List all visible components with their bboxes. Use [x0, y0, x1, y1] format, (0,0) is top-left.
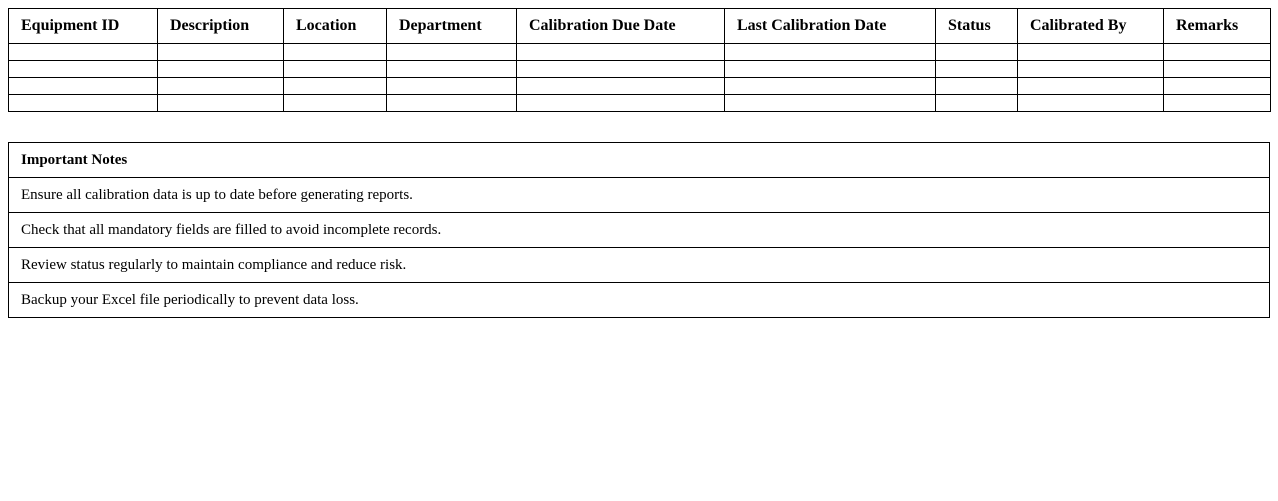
table-cell[interactable] [1164, 61, 1271, 78]
column-header-description: Description [158, 9, 284, 44]
table-cell[interactable] [158, 44, 284, 61]
calibration-table [8, 8, 1271, 112]
table-cell[interactable] [1018, 78, 1164, 95]
table-row [9, 61, 1271, 78]
table-cell[interactable] [725, 78, 936, 95]
table-cell[interactable] [517, 44, 725, 61]
note-row [9, 213, 1270, 248]
note-row [9, 178, 1270, 213]
table-cell[interactable] [158, 61, 284, 78]
column-header-last-calibration-date: Last Calibration Date [725, 9, 936, 44]
note-item: Check that all mandatory fields are filled to avoid incomplete records. [9, 213, 1270, 248]
column-header-location: Location [284, 9, 387, 44]
table-row [9, 44, 1271, 61]
table-cell[interactable] [158, 78, 284, 95]
table-cell[interactable] [284, 61, 387, 78]
table-cell[interactable] [284, 78, 387, 95]
table-cell[interactable] [936, 61, 1018, 78]
note-item: Backup your Excel file periodically to prevent data loss. [9, 283, 1270, 318]
notes-title: Important Notes [9, 143, 1270, 178]
table-cell[interactable] [387, 61, 517, 78]
table-cell[interactable] [158, 95, 284, 112]
column-header-department: Department [387, 9, 517, 44]
table-cell[interactable] [9, 61, 158, 78]
table-cell[interactable] [9, 78, 158, 95]
column-header-remarks: Remarks [1164, 9, 1271, 44]
table-cell[interactable] [387, 78, 517, 95]
table-row [9, 78, 1271, 95]
table-cell[interactable] [1018, 44, 1164, 61]
table-cell[interactable] [1164, 44, 1271, 61]
table-cell[interactable] [1018, 95, 1164, 112]
table-row [9, 95, 1271, 112]
note-item: Ensure all calibration data is up to date before generating reports. [9, 178, 1270, 213]
note-item: Review status regularly to maintain compliance and reduce risk. [9, 248, 1270, 283]
table-cell[interactable] [936, 78, 1018, 95]
column-header-equipment-id: Equipment ID [9, 9, 158, 44]
table-cell[interactable] [936, 44, 1018, 61]
column-header-calibration-due-date: Calibration Due Date [517, 9, 725, 44]
table-header-row [9, 9, 1271, 44]
table-cell[interactable] [284, 44, 387, 61]
column-header-calibrated-by: Calibrated By [1018, 9, 1164, 44]
table-cell[interactable] [725, 61, 936, 78]
table-cell[interactable] [936, 95, 1018, 112]
table-cell[interactable] [9, 44, 158, 61]
table-cell[interactable] [387, 95, 517, 112]
note-row [9, 283, 1270, 318]
table-cell[interactable] [1164, 78, 1271, 95]
table-cell[interactable] [517, 61, 725, 78]
table-cell[interactable] [9, 95, 158, 112]
notes-header-row [9, 143, 1270, 178]
table-cell[interactable] [517, 95, 725, 112]
table-cell[interactable] [284, 95, 387, 112]
table-cell[interactable] [725, 95, 936, 112]
table-cell[interactable] [1164, 95, 1271, 112]
table-cell[interactable] [387, 44, 517, 61]
table-cell[interactable] [517, 78, 725, 95]
table-cell[interactable] [725, 44, 936, 61]
note-row [9, 248, 1270, 283]
table-cell[interactable] [1018, 61, 1164, 78]
column-header-status: Status [936, 9, 1018, 44]
important-notes-table [8, 142, 1270, 318]
